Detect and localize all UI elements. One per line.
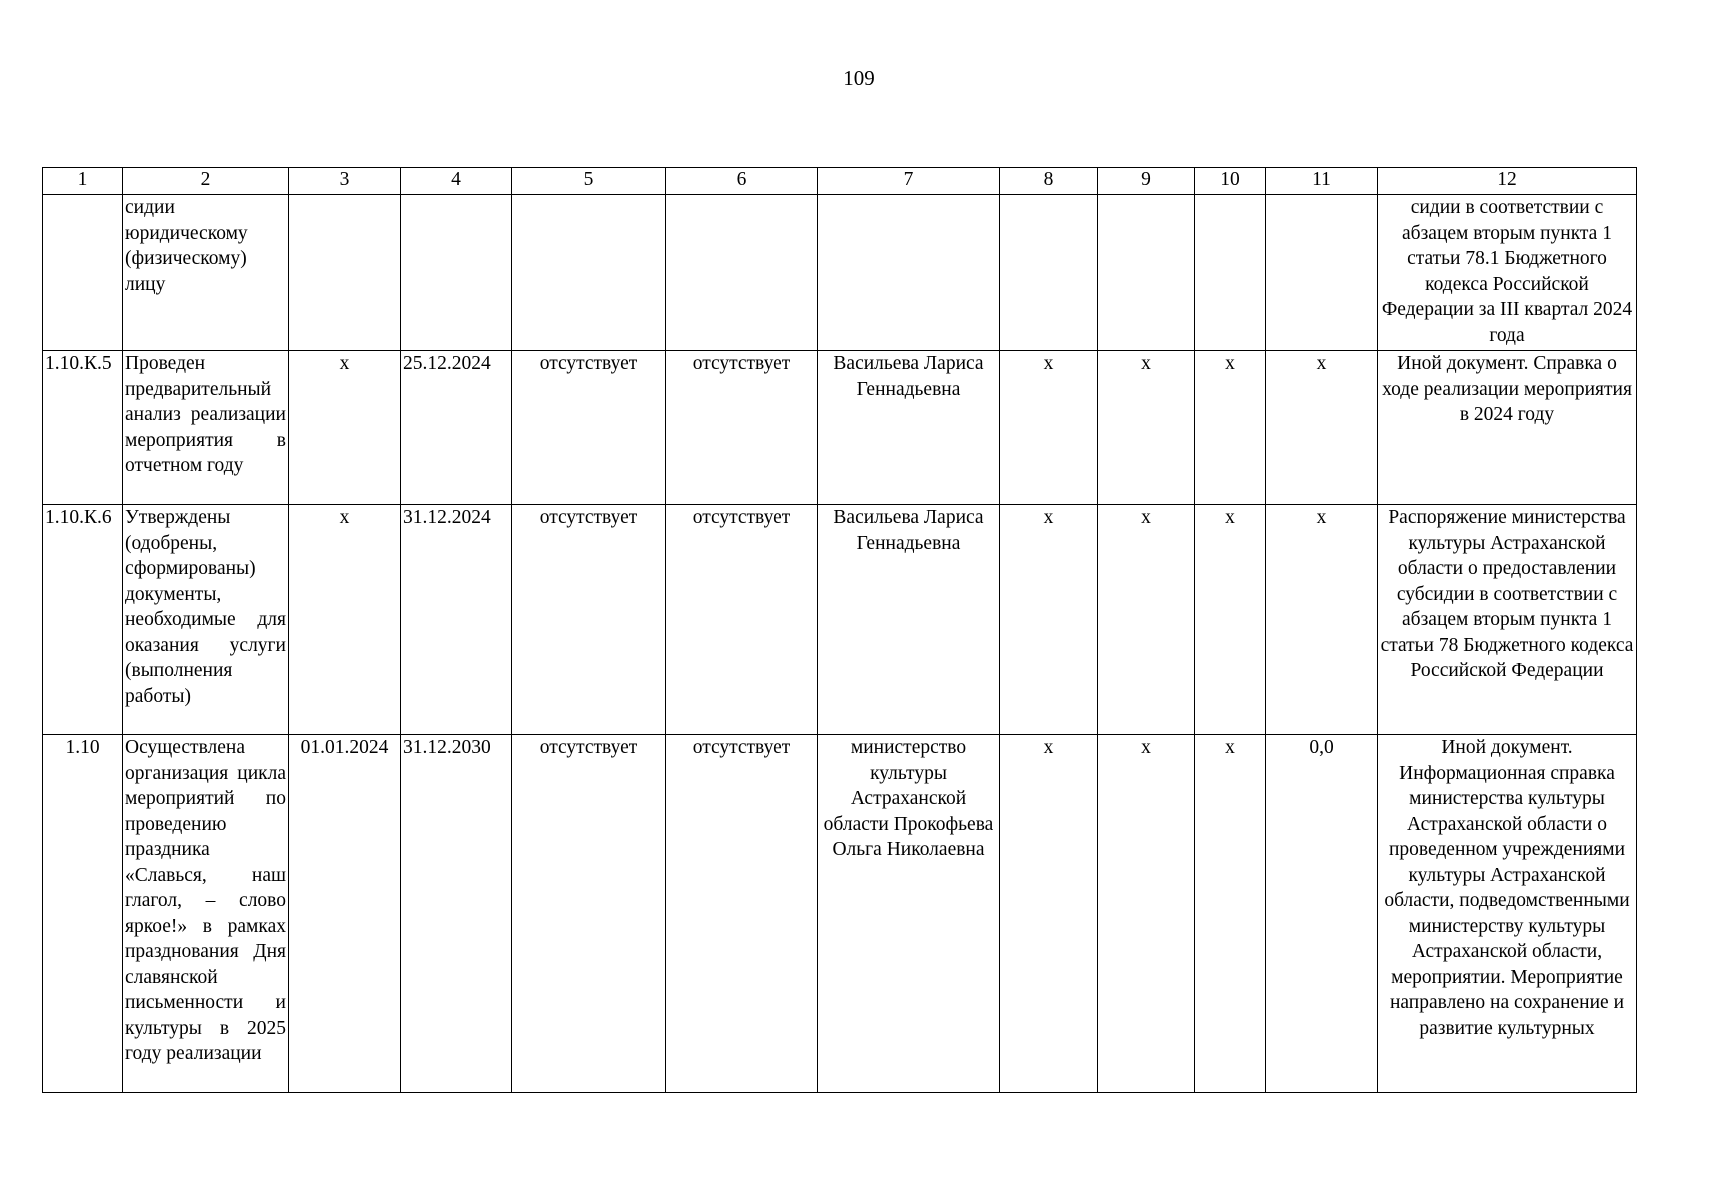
- col5-cell: отсутствует: [512, 735, 666, 1093]
- col11-cell: х: [1266, 351, 1378, 505]
- col10-cell: х: [1195, 505, 1266, 735]
- responsible-cell: Васильева Лариса Геннадьевна: [818, 505, 1000, 735]
- header-cell: 4: [401, 168, 512, 195]
- document-cell: Иной документ. Справка о ходе реализации мероприятия в 2024 году: [1378, 351, 1637, 505]
- header-cell: 8: [1000, 168, 1098, 195]
- header-cell: 3: [289, 168, 401, 195]
- header-cell: 9: [1098, 168, 1195, 195]
- col10-cell: х: [1195, 351, 1266, 505]
- header-row: [43, 168, 1637, 195]
- col9-cell: [1098, 195, 1195, 351]
- end-date-cell: 31.12.2024: [401, 505, 512, 735]
- start-date-cell: 01.01.2024: [289, 735, 401, 1093]
- table-row: [43, 505, 1637, 735]
- col8-cell: х: [1000, 505, 1098, 735]
- col5-cell: отсутствует: [512, 351, 666, 505]
- plan-table: [42, 167, 1637, 1093]
- col6-cell: отсутствует: [666, 505, 818, 735]
- row-number-cell: 1.10.К.5: [43, 351, 123, 505]
- table-row: [43, 195, 1637, 351]
- start-date-cell: х: [289, 505, 401, 735]
- header-cell: 10: [1195, 168, 1266, 195]
- event-name-cell: Проведен предварительный анализ реализации мероприятия в отчетном году: [123, 351, 289, 505]
- event-name-cell: Утверждены (одобрены, сформированы) документы, необходимые для оказания услуги (выполнения работы): [123, 505, 289, 735]
- col11-cell: [1266, 195, 1378, 351]
- row-number-cell: [43, 195, 123, 351]
- header-cell: 12: [1378, 168, 1637, 195]
- end-date-cell: 25.12.2024: [401, 351, 512, 505]
- col9-cell: х: [1098, 351, 1195, 505]
- col10-cell: х: [1195, 735, 1266, 1093]
- header-cell: 5: [512, 168, 666, 195]
- event-name-cell: Осуществлена организация цикла мероприятий по проведению праздника «Славься, наш глагол, – слово яркое!» в рамках празднования Дня славянской письменности и культуры в 2025 году реализации: [123, 735, 289, 1093]
- event-name-cell: сидии юридическому (физическому) лицу: [123, 195, 289, 351]
- responsible-cell: Васильева Лариса Геннадьевна: [818, 351, 1000, 505]
- col11-cell: 0,0: [1266, 735, 1378, 1093]
- col6-cell: отсутствует: [666, 351, 818, 505]
- end-date-cell: 31.12.2030: [401, 735, 512, 1093]
- document-cell: Иной документ. Информационная справка министерства культуры Астраханской области о проведенном учреждениями культуры Астраханской области, подведомственными министерству культуры Астраханской области, мероприятии. Мероприятие направлено на сохранение и развитие культурных: [1378, 735, 1637, 1093]
- header-cell: 2: [123, 168, 289, 195]
- table-row: [43, 351, 1637, 505]
- document-cell: сидии в соответствии с абзацем вторым пункта 1 статьи 78.1 Бюджетного кодекса Российской Федерации за III квартал 2024 года: [1378, 195, 1637, 351]
- col8-cell: х: [1000, 735, 1098, 1093]
- start-date-cell: х: [289, 351, 401, 505]
- row-number-cell: 1.10.К.6: [43, 505, 123, 735]
- document-cell: Распоряжение министерства культуры Астраханской области о предоставлении субсидии в соответствии с абзацем вторым пункта 1 статьи 78 Бюджетного кодекса Российской Федерации: [1378, 505, 1637, 735]
- col9-cell: х: [1098, 735, 1195, 1093]
- col5-cell: [512, 195, 666, 351]
- col10-cell: [1195, 195, 1266, 351]
- col8-cell: [1000, 195, 1098, 351]
- header-cell: 6: [666, 168, 818, 195]
- end-date-cell: [401, 195, 512, 351]
- header-cell: 1: [43, 168, 123, 195]
- col9-cell: х: [1098, 505, 1195, 735]
- table-row: [43, 735, 1637, 1093]
- col8-cell: х: [1000, 351, 1098, 505]
- col6-cell: отсутствует: [666, 735, 818, 1093]
- responsible-cell: [818, 195, 1000, 351]
- col11-cell: х: [1266, 505, 1378, 735]
- header-cell: 11: [1266, 168, 1378, 195]
- row-number-cell: 1.10: [43, 735, 123, 1093]
- col5-cell: отсутствует: [512, 505, 666, 735]
- page-number: 109: [843, 66, 875, 90]
- start-date-cell: [289, 195, 401, 351]
- header-cell: 7: [818, 168, 1000, 195]
- col6-cell: [666, 195, 818, 351]
- responsible-cell: министерство культуры Астраханской области Прокофьева Ольга Николаевна: [818, 735, 1000, 1093]
